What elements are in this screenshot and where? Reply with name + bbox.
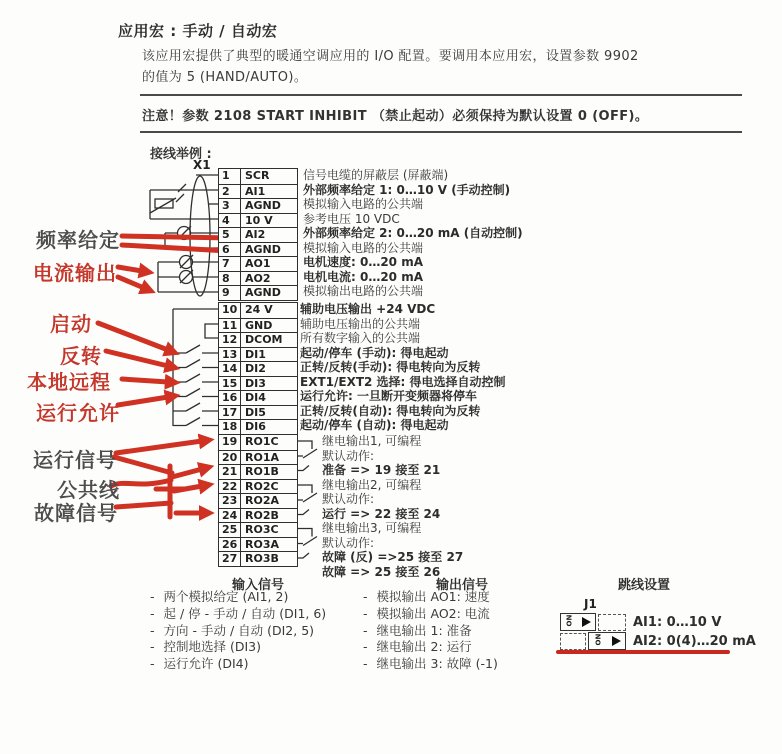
arrow-local-remote [122,379,168,382]
terminal-name: 10 V [245,213,273,227]
relay-output-descs [322,434,463,579]
relay-desc-line: 继电输出2, 可编程 [322,477,422,492]
terminal-row-20 [219,450,297,465]
switch-di1-icon [173,345,218,353]
terminal-name: RO2A [245,494,279,508]
signal-list-item: - 继电输出 2: 运行 [363,639,498,656]
signal-list-item: - 继电输出 3: 故障 (-1) [363,656,498,673]
terminal-number: 1 [219,169,241,184]
triangle-icon [582,617,591,627]
annotation-label-8: 故障信号 [34,501,118,525]
jumper-row-ai2 [560,632,756,650]
terminal-name: RO3A [245,537,279,551]
arrow-ro2c [174,486,202,491]
jumper-row-ai1 [560,613,721,631]
relay-desc-line: 默认动作: [322,535,375,550]
terminal-row-5 [219,227,297,242]
switch-di3-icon [173,374,218,382]
annotation-label-0: 频率给定 [36,228,120,252]
terminal-desc-11: 辅助电压输出的公共端 [300,316,421,331]
terminal-row-24 [219,508,297,523]
terminal-desc-13: 起动/停车 (手动): 得电起动 [300,345,449,360]
current-source-ao1-icon [180,256,193,269]
terminal-row-3 [219,198,297,213]
terminal-desc-2: 外部频率给定 1: 0…10 V (手动控制) [303,182,511,197]
terminal-name: DCOM [245,333,283,347]
triangle-icon [612,636,621,646]
terminal-name: DI2 [245,362,266,376]
relay-desc-line: 故障 => 25 接至 26 [322,564,441,579]
signal-list-item: - 运行允许 (DI4) [150,656,326,673]
terminal-descs-digital [300,302,506,433]
run-signal-tail [114,457,172,473]
relay-group-2 [322,478,463,522]
terminal-name: RO1B [245,465,279,479]
current-source-ai2-icon [178,227,191,240]
terminal-row-16 [219,390,297,405]
arrow-ro1b [172,469,202,477]
signal-list-item: - 两个模拟给定 (AI1, 2) [150,589,326,606]
digital-input-wiring [173,309,218,426]
terminal-desc-1: 信号电缆的屏蔽层 (屏蔽端) [303,168,449,182]
terminal-desc-10: 辅助电压输出 +24 VDC [300,302,436,316]
terminal-descs-analog [303,168,523,299]
terminal-name: DI5 [245,405,266,419]
signal-list-item: - 模拟输出 AO2: 电流 [363,606,498,623]
terminal-desc-15: EXT1/EXT2 选择: 得电选择自动控制 [300,374,506,389]
relay-desc-line: 故障 (反) =>25 接至 27 [322,550,464,565]
arrow-current-out-2 [118,277,144,288]
switch-di6-icon [173,418,218,426]
output-signals-list [363,589,498,673]
terminal-number: 4 [219,214,241,228]
output-signals-title: 输出信号 [436,578,489,593]
terminal-number: 27 [219,552,241,566]
terminal-number: 8 [219,272,241,286]
terminal-name: SCR [245,169,270,182]
switch-di2-icon [173,360,218,368]
terminal-number: 19 [219,435,241,450]
arrow-run-enable [118,397,168,405]
terminal-row-13 [219,347,297,362]
relay-desc-line: 继电输出1, 可编程 [322,434,422,448]
terminal-number: 24 [219,509,241,523]
terminal-number: 22 [219,480,241,494]
terminal-number: 25 [219,523,241,537]
fault-signal-tail [116,503,171,507]
arrow-start [98,323,168,350]
terminal-number: 2 [219,185,241,199]
arrow-run-signal [116,441,202,453]
terminal-row-8 [219,271,297,286]
terminal-name: DI3 [245,376,266,390]
switch-di5-icon [173,403,218,411]
relay-group-3 [322,521,463,579]
jumper-empty-box [560,633,586,650]
wiring-example-label: 接线举例 : [150,147,212,162]
annotation-label-5: 运行允许 [36,401,120,425]
jumper-on-box-ai2 [588,632,626,650]
terminal-row-6 [219,242,297,257]
potentiometer-icon [155,199,173,208]
intro-paragraph [142,46,639,88]
terminal-block-x1-label: X1 [193,158,211,172]
relay-desc-line: 准备 => 19 接至 21 [322,463,441,478]
annotation-label-1: 电流输出 [33,261,117,285]
terminal-row-22 [219,479,297,494]
terminal-number: 9 [219,286,241,300]
input-signals-title: 输入信号 [232,578,285,593]
terminal-desc-9: 模拟输出电路的公共端 [303,284,424,299]
terminal-row-19 [219,435,297,450]
terminal-number: 13 [219,348,241,362]
intro-line-1: 该应用宏提供了典型的暖通空调应用的 I/O 配置。要调用本应用宏，设置参数 9902 [142,49,639,64]
terminal-desc-7: 电机速度: 0…20 mA [303,255,423,270]
terminal-row-1 [219,169,297,184]
terminal-name: DI1 [245,347,266,361]
terminal-name: RO1C [245,435,279,448]
terminal-table-analog [218,168,298,301]
jumper-j1-label: J1 [584,597,597,611]
relay-desc-line: 运行 => 22 接至 24 [322,506,441,521]
terminal-number: 6 [219,243,241,257]
signal-list-item: - 模拟输出 AO1: 速度 [363,589,498,606]
relay-group-1 [322,434,463,478]
relay-desc-line: 默认动作: [322,492,375,507]
terminal-row-12 [219,332,297,347]
terminal-name: GND [245,318,273,332]
arrow-freq-ref-1 [122,236,232,238]
terminal-number: 3 [219,199,241,213]
common-line-tail [111,480,171,486]
red-underline [556,650,730,654]
jumper-settings-title: 跳线设置 [618,578,671,593]
annotation-label-6: 运行信号 [33,448,117,472]
terminal-desc-18: 起动/停车 (自动): 得电起动 [300,418,449,433]
on-label: ON [594,633,602,646]
terminal-number: 15 [219,377,241,391]
divider-top [140,94,742,96]
terminal-row-10 [219,303,297,318]
terminal-desc-5: 外部频率给定 2: 0…20 mA (自动控制) [303,226,523,241]
terminal-row-27 [219,551,297,566]
terminal-desc-14: 正转/反转(手动): 得电转向为反转 [300,360,481,375]
terminal-number: 17 [219,406,241,420]
terminal-name: RO2C [245,479,279,493]
arrow-current-out-1 [118,267,142,271]
jumper-ai2-label: AI2: 0(4)…20 mA [633,633,756,649]
jumper-empty-box [598,614,626,631]
divider-bottom [140,131,742,133]
terminal-name: RO1A [245,450,279,464]
terminal-row-4 [219,213,297,228]
terminal-desc-8: 电机电流: 0…20 mA [303,269,423,284]
annotation-label-4: 本地远程 [27,370,111,394]
terminal-desc-6: 模拟输入电路的公共端 [303,240,424,255]
page-title: 应用宏 : 手动 / 自动宏 [118,22,278,40]
terminal-number: 14 [219,362,241,376]
annotation-label-2: 启动 [50,312,92,336]
terminal-name: DI4 [245,391,266,405]
terminal-name: AO2 [245,271,271,285]
terminal-table-digital [218,302,298,435]
terminal-number: 20 [219,451,241,465]
terminal-desc-17: 正转/反转(自动): 得电转向为反转 [300,403,481,418]
terminal-name: RO3B [245,552,279,566]
signal-list-item: - 继电输出 1: 准备 [363,623,498,640]
terminal-name: AGND [245,199,281,213]
terminal-number: 16 [219,391,241,405]
terminal-name: AGND [245,286,281,300]
terminal-row-14 [219,361,297,376]
terminal-number: 7 [219,257,241,271]
terminal-row-9 [219,285,297,300]
analog-wiring [150,175,218,296]
terminal-name: DI6 [245,420,266,434]
terminal-desc-16: 运行允许: 一旦断开变频器将停车 [300,389,477,404]
terminal-name: 24 V [245,303,273,316]
current-source-ao2-icon [180,271,193,284]
terminal-number: 18 [219,420,241,434]
gnd-dcom-jumper [205,324,218,338]
terminal-row-18 [219,419,297,434]
terminal-row-26 [219,537,297,552]
signal-list-item: - 起 / 停 - 手动 / 自动 (DI1, 6) [150,606,326,623]
relay-desc-line: 默认动作: [322,448,375,463]
terminal-name: AI1 [245,184,266,198]
terminal-number: 11 [219,319,241,333]
terminal-number: 21 [219,465,241,479]
annotation-label-7: 公共线 [57,478,120,502]
terminal-name: AI2 [245,228,266,242]
relay-desc-line: 继电输出3, 可编程 [322,521,422,536]
on-label: ON [565,614,574,627]
intro-line-2: 的值为 5 (HAND/AUTO)。 [142,70,308,85]
note-text: 注意！参数 2108 START INHIBIT （禁止起动）必须保持为默认设置 0 (OFF)。 [142,109,649,124]
jumper-on-box-ai1 [560,613,596,631]
terminal-number: 26 [219,538,241,552]
switch-di4-icon [173,389,218,397]
terminal-number: 23 [219,494,241,508]
terminal-row-7 [219,256,297,271]
arrow-freq-ref-2 [122,245,228,251]
terminal-name: RO3C [245,523,279,537]
terminal-number: 5 [219,228,241,242]
annotation-label-3: 反转 [60,344,102,368]
terminal-row-2 [219,184,297,199]
terminal-desc-12: 所有数字输入的公共端 [300,331,421,346]
signal-list-item: - 方向 - 手动 / 自动 (DI2, 5) [150,623,326,640]
terminal-row-15 [219,376,297,391]
terminal-number: 10 [219,303,241,318]
signal-list-item: - 控制地选择 (DI3) [150,639,326,656]
input-signals-list [150,589,326,673]
terminal-table-relay [218,434,298,567]
cable-shield-ellipse [190,176,210,296]
terminal-row-23 [219,493,297,508]
terminal-desc-3: 模拟输入电路的公共端 [303,197,424,212]
terminal-name: RO2B [245,508,279,522]
jumper-ai1-label: AI1: 0…10 V [633,614,722,630]
terminal-row-25 [219,522,297,537]
terminal-name: AO1 [245,257,271,271]
arrow-reverse [106,351,168,366]
terminal-desc-4: 参考电压 10 VDC [303,211,400,226]
terminal-name: AGND [245,242,281,256]
terminal-row-21 [219,464,297,479]
terminal-row-11 [219,318,297,333]
terminal-row-17 [219,405,297,420]
terminal-number: 12 [219,333,241,347]
